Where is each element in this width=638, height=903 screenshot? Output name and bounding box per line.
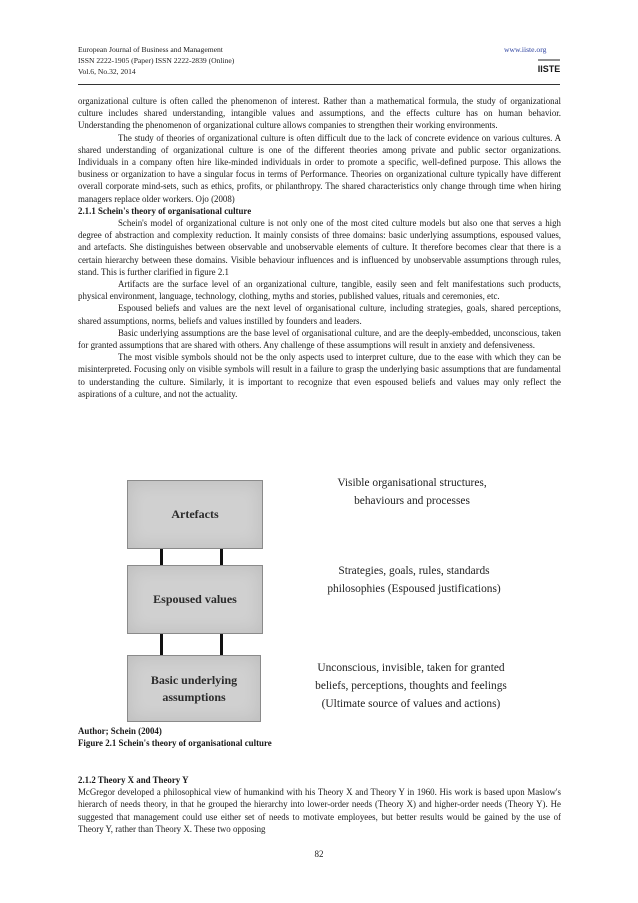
- level-box-artefacts: Artefacts: [127, 480, 263, 549]
- paragraph: The most visible symbols should not be the only aspects used to interpret culture, due to the ease with which they can be misinterpreted. Focusing only on visible symbols will result in a failure to grasp the underlying basic assumptions that are fundamental to understanding the culture. Similarly, it is important to recognize that even espoused beliefs and values may only reflect the aspirations of a culture, and not the actuality.: [78, 352, 561, 399]
- connector-line: [160, 547, 163, 565]
- figure-author: Author; Schein (2004): [78, 726, 162, 736]
- connector-line: [220, 632, 223, 655]
- iiste-logo: [536, 56, 562, 78]
- section-heading-2-1-1: 2.1.1 Schein's theory of organisational culture: [78, 205, 252, 216]
- paragraph: Artifacts are the surface level of an organizational culture, tangible, easily seen and felt manifestations such products, physical environment, language, technology, clothing, myths and stories, published values, rituals and ceremonies, etc.: [78, 279, 561, 302]
- connector-line: [220, 547, 223, 565]
- level-description-artefacts: Visible organisational structures, behaviours and processes: [337, 477, 487, 507]
- paragraph: Basic underlying assumptions are the base level of organisational culture, and are the deeply-embedded, unconscious, taken for granted assumptions that are shared with others. Any challenge of these assumptions will result in anxiety and defensiveness.: [78, 327, 561, 351]
- journal-website-link[interactable]: www.iiste.org: [504, 45, 547, 54]
- section-2-1-2: [78, 774, 561, 835]
- level-box-espoused-values: Espoused values: [127, 565, 263, 634]
- paragraph: McGregor developed a philosophical view of humankind with his Theory X and Theory Y in 1960. His work is based upon Maslow's hierarch of needs theory, in that he grouped the hierarchy into lower-order needs (Theory X) and higher-order needs (Theory Y). He suggested that management could use either set of needs to motivate employees, but better results would be gained by the use of Theory Y, rather than Theory X. These two opposing: [78, 787, 561, 834]
- header-rule: [78, 84, 560, 85]
- paragraph: Espoused beliefs and values are the next level of organisational culture, including strategies, goals, shared perceptions, shared assumptions, norms, beliefs and values instilled by founders and leaders.: [78, 303, 561, 326]
- journal-name: European Journal of Business and Management: [78, 45, 223, 54]
- page-number: 82: [314, 849, 324, 859]
- paragraph: The study of theories of organizational culture is often difficult due to the lack of concrete evidence on various cultures. A shared understanding of organizational culture is one of the different theories among private and public sector organizations. Individuals in a company often hire like-minded individuals in order to promote a specific, well-defined purpose. This allows the business or organization to have a singular focus in terms of Performance. Theories on organizational culture typically have different overall corporate mind-sets, such as ethics, profits, or philanthropy. The shared characteristics only change through time when hiring managers replace older workers. Ojo (2008): [78, 132, 561, 204]
- journal-issn: ISSN 2222-1905 (Paper) ISSN 2222-2839 (Online): [78, 56, 235, 65]
- paragraph: organizational culture is often called the phenomenon of interest. Rather than a mathematical formula, the study of organizational culture includes shared understanding, intangible values and assumptions, and the effects culture has on human behavior. Understanding the phenomenon of organizational culture allows companies to strengthen their working environments.: [78, 96, 561, 131]
- section-heading-2-1-2: 2.1.2 Theory X and Theory Y: [78, 775, 189, 785]
- connector-line: [160, 632, 163, 655]
- level-box-basic-assumptions: Basic underlying assumptions: [127, 655, 261, 722]
- article-body: [78, 95, 561, 400]
- figure-caption: Figure 2.1 Schein's theory of organisational culture: [78, 738, 272, 748]
- paragraph: Schein's model of organizational culture is not only one of the most cited culture models but also one that serves a high degree of abstraction and complexity reduction. It mainly consists of three domains: basic underlying assumptions, espoused values, and artefacts. She distinguishes between observable and unobservable elements of culture. It therefore becomes clear that there is a certain hierarchy between these domains. Visible behaviour influences and is influenced by unobservable assumptions through rules, stand. This is further clarified in figure 2.1: [78, 218, 561, 277]
- level-description-basic-assumptions: Unconscious, invisible, taken for granted beliefs, perceptions, thoughts and feelings (Ultimate source of values and actions): [315, 662, 507, 710]
- journal-volume: Vol.6, No.32, 2014: [78, 67, 136, 76]
- journal-header: [78, 44, 234, 77]
- level-description-espoused-values: Strategies, goals, rules, standards philosophies (Espoused justifications): [327, 565, 501, 595]
- logo-text: IISTE: [537, 64, 561, 74]
